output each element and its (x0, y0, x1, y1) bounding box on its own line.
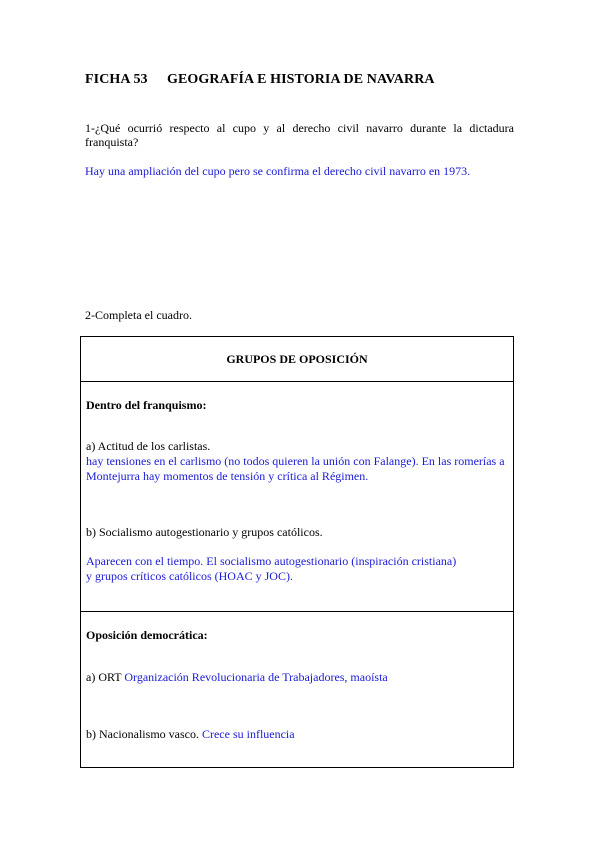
section2-heading: Oposición democrática: (86, 628, 208, 642)
item-basque-label: b) Nacionalismo vasco. (86, 727, 199, 741)
section1-heading: Dentro del franquismo: (86, 398, 207, 412)
answer-1: Hay una ampliación del cupo pero se confirma el derecho civil navarro en 1973. (85, 164, 471, 178)
question-1: 1-¿Qué ocurrió respecto al cupo y al derecho civil navarro durante la dictadura franquista? (85, 121, 514, 149)
item-basque-nationalism (86, 727, 511, 742)
section-democratic-opposition (81, 612, 513, 769)
item-ort (86, 670, 511, 685)
item-carlists-label: a) Actitud de los carlistas. (86, 439, 211, 453)
question-2: 2-Completa el cuadro. (85, 308, 192, 322)
item-basque-answer: Crece su influencia (201, 727, 295, 741)
worksheet-number: FICHA 53 (85, 72, 148, 87)
item-socialism-answer-line1: Aparecen con el tiempo. El socialismo autogestionario (inspiración cristiana) (86, 554, 457, 568)
item-carlists-answer: hay tensiones en el carlismo (no todos quieren la unión con Falange). En las romerías a Montejurra hay momentos de tensión y crítica al Régimen. (86, 454, 505, 483)
item-socialism-label: b) Socialismo autogestionario y grupos católicos. (86, 525, 323, 539)
table-header: GRUPOS DE OPOSICIÓN (81, 337, 513, 382)
worksheet-subject: GEOGRAFÍA E HISTORIA DE NAVARRA (167, 72, 435, 87)
item-ort-answer: Organización Revolucionaria de Trabajadores, maoísta (124, 670, 388, 684)
section-within-francoism (81, 381, 513, 612)
page-title (85, 72, 435, 88)
opposition-groups-table (80, 336, 514, 768)
item-socialism-answer-line2: y grupos críticos católicos (HOAC y JOC). (86, 569, 293, 583)
item-ort-label: a) ORT (86, 670, 122, 684)
